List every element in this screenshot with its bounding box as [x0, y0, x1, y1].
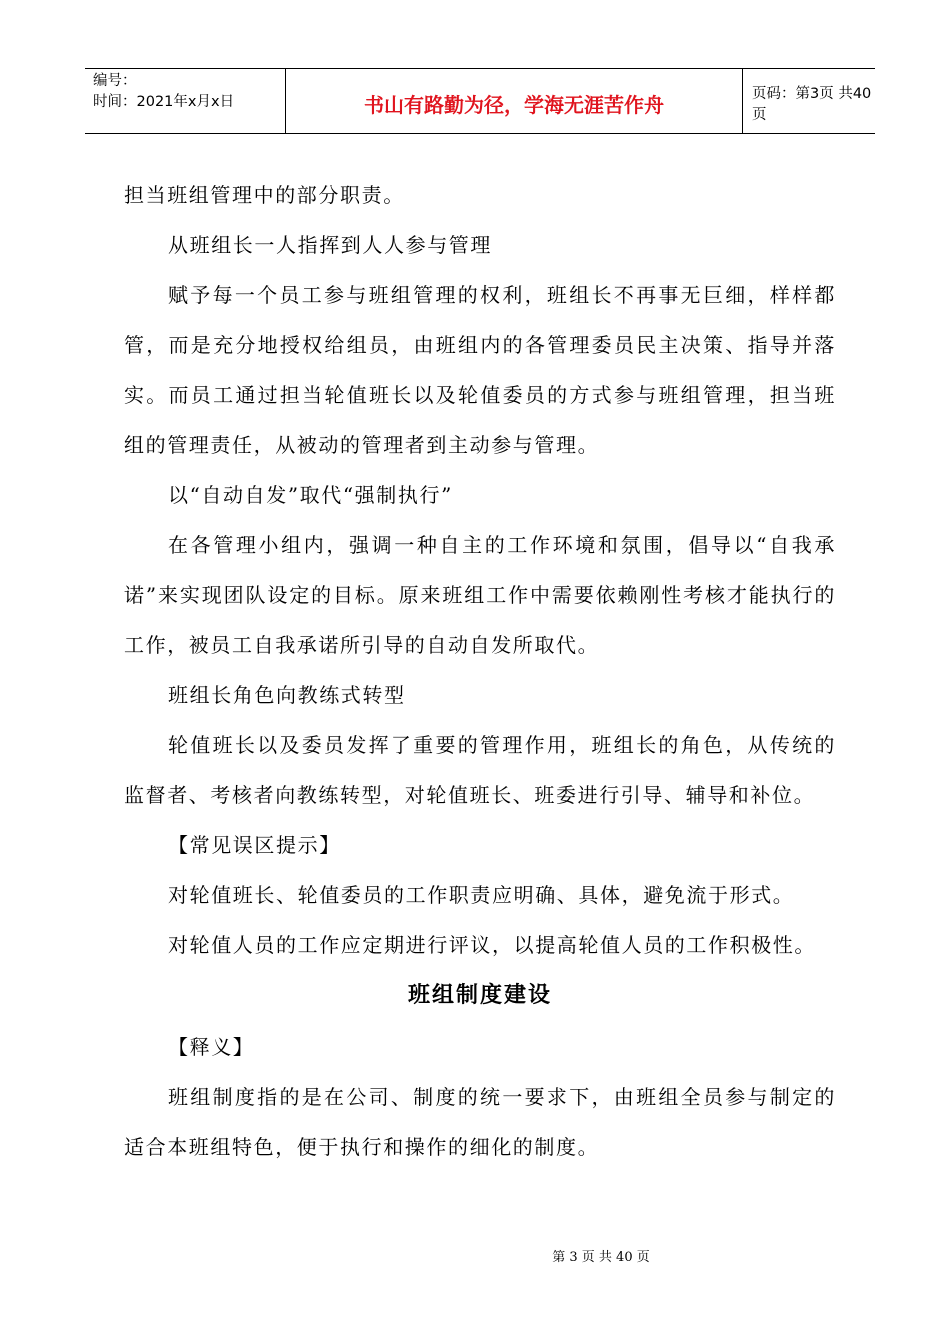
document-body — [124, 170, 836, 1172]
subheading: 从班组长一人指挥到人人参与管理 — [168, 233, 492, 257]
tip-heading: 【常见误区提示】 — [168, 833, 341, 857]
header-motto: 书山有路勤为径，学海无涯苦作舟 — [285, 69, 743, 133]
paragraph: 对轮值人员的工作应定期进行评议，以提高轮值人员的工作积极性。 — [168, 933, 816, 957]
paragraph: 担当班组管理中的部分职责。 — [124, 183, 405, 207]
header-meta — [85, 69, 285, 133]
paragraph: 赋予每一个员工参与班组管理的权利，班组长不再事无巨细，样样都管，而是充分地授权给组员，由班组内的各管理委员民主决策、指导并落实。而员工通过担当轮值班长以及轮值委员的方式参与班组管理，担当班组的管理责任，从被动的管理者到主动参与管理。 — [124, 283, 836, 457]
definition-heading: 【释义】 — [168, 1035, 255, 1059]
paragraph: 对轮值班长、轮值委员的工作职责应明确、具体，避免流于形式。 — [168, 883, 795, 907]
header-page-number: 页码：第3页 共40页 — [752, 86, 872, 123]
page-header — [85, 68, 875, 134]
page-footer: 第 3 页 共 40 页 — [552, 1250, 650, 1265]
paragraph: 在各管理小组内，强调一种自主的工作环境和氛围，倡导以“自我承诺”来实现团队设定的目标。原来班组工作中需要依赖刚性考核才能执行的工作，被员工自我承诺所引导的自动自发所取代。 — [124, 533, 836, 657]
document-number-label: 编号： — [93, 73, 137, 89]
subheading: 班组长角色向教练式转型 — [168, 683, 406, 707]
paragraph: 轮值班长以及委员发挥了重要的管理作用，班组长的角色，从传统的监督者、考核者向教练转型，对轮值班长、班委进行引导、辅导和补位。 — [124, 733, 836, 807]
paragraph: 班组制度指的是在公司、制度的统一要求下，由班组全员参与制定的适合本班组特色，便于执行和操作的细化的制度。 — [124, 1085, 836, 1159]
document-date-label: 时间：2021年x月x日 — [93, 94, 235, 110]
section-title: 班组制度建设 — [407, 983, 552, 1008]
subheading: 以“自动自发”取代“强制执行” — [168, 483, 453, 507]
